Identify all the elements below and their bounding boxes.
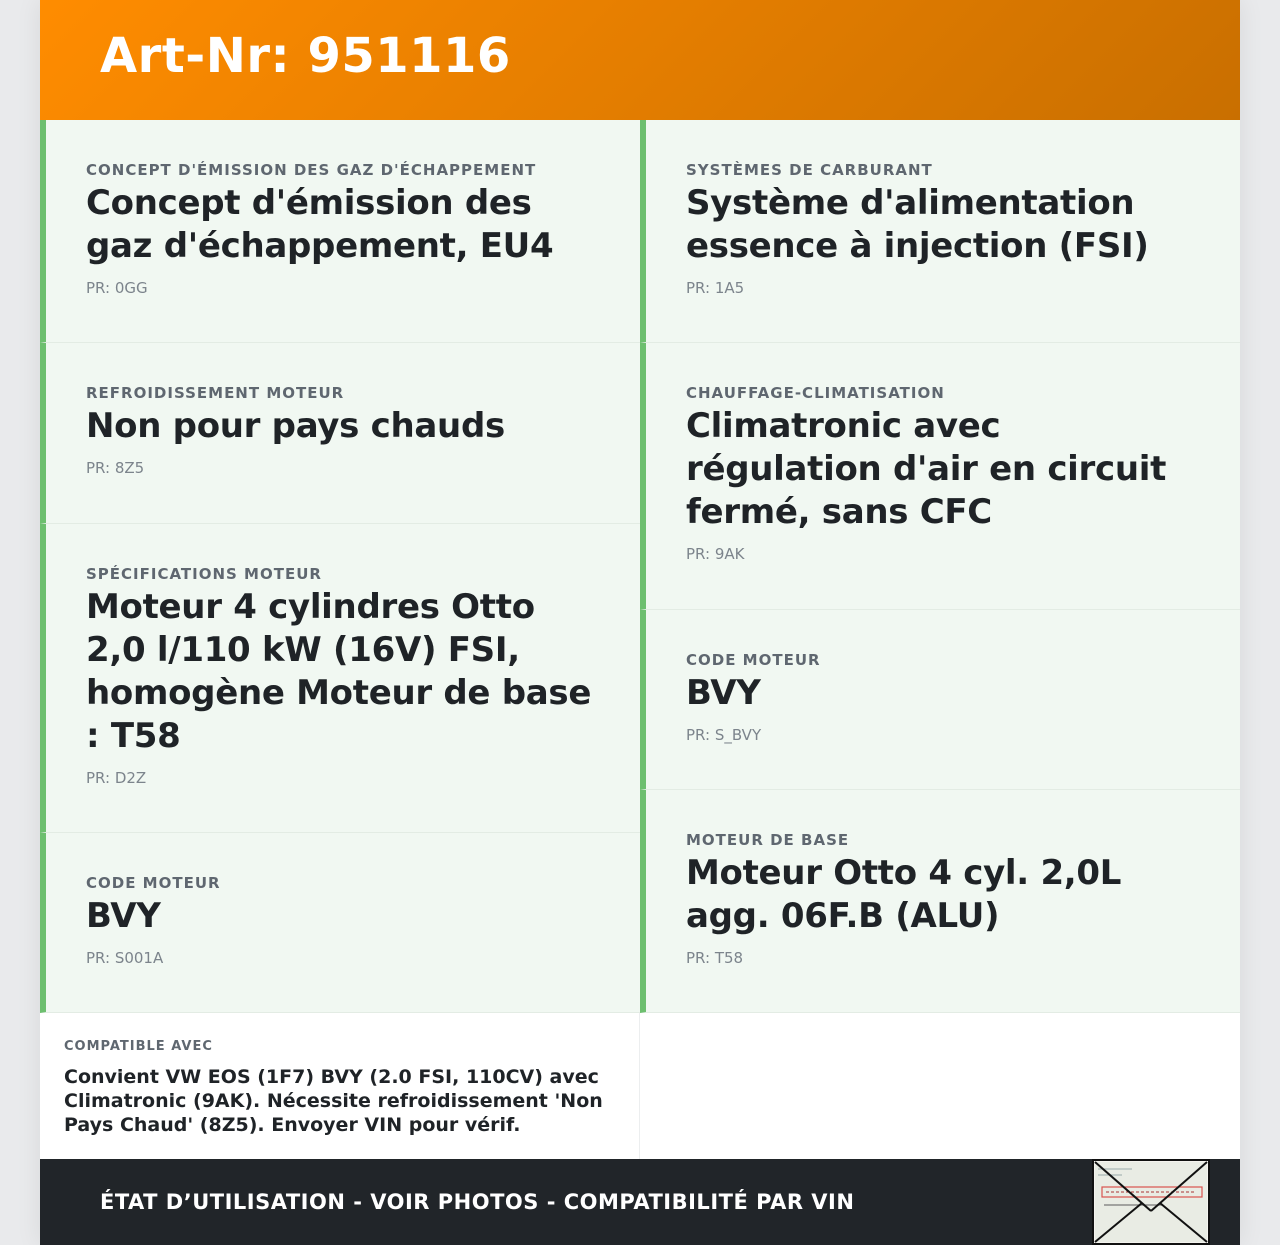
spec-card xyxy=(40,343,640,524)
article-number-title: Art-Nr: 951116 xyxy=(100,28,511,84)
spec-value: Non pour pays chauds xyxy=(86,406,505,446)
spec-value: Climatronic avec régulation d'air en circuit fermé, sans CFC xyxy=(686,406,1167,532)
pr-code: PR: T58 xyxy=(686,949,744,967)
spec-value: Moteur 4 cylindres Otto 2,0 l/110 kW (16V) FSI, homogène Moteur de base : T58 xyxy=(86,587,592,756)
spec-label: REFROIDISSEMENT MOTEUR xyxy=(86,384,345,402)
spec-label: SYSTÈMES DE CARBURANT xyxy=(686,161,933,179)
pr-code: PR: S001A xyxy=(86,949,164,967)
spec-label: CODE MOTEUR xyxy=(686,651,821,669)
spec-label: CHAUFFAGE-CLIMATISATION xyxy=(686,384,945,402)
spec-card xyxy=(640,790,1240,1013)
pr-code: PR: S_BVY xyxy=(686,726,762,744)
pr-code: PR: D2Z xyxy=(86,769,147,787)
spec-label: SPÉCIFICATIONS MOTEUR xyxy=(86,565,322,583)
spec-value: Concept d'émission des gaz d'échappement, EU4 xyxy=(86,183,554,266)
spec-card xyxy=(40,833,640,1013)
spec-card xyxy=(640,343,1240,610)
spec-card xyxy=(40,524,640,833)
spec-value: BVY xyxy=(686,673,761,713)
compatibility-note xyxy=(40,1013,640,1159)
envelope-label-thumbnail-icon[interactable] xyxy=(1092,1159,1210,1245)
footer-text: ÉTAT D’UTILISATION - VOIR PHOTOS - COMPATIBILITÉ PAR VIN xyxy=(100,1190,855,1214)
footer-bar xyxy=(40,1159,1240,1245)
compatibility-label: COMPATIBLE AVEC xyxy=(64,1039,213,1054)
spec-card xyxy=(640,120,1240,343)
spec-card xyxy=(40,120,640,343)
pr-code: PR: 8Z5 xyxy=(86,459,145,477)
spec-value: Moteur Otto 4 cyl. 2,0L agg. 06F.B (ALU) xyxy=(686,853,1122,936)
spec-card xyxy=(640,610,1240,790)
pr-code: PR: 9AK xyxy=(686,545,745,563)
spec-label: CONCEPT D'ÉMISSION DES GAZ D'ÉCHAPPEMENT xyxy=(86,161,537,179)
spec-label: CODE MOTEUR xyxy=(86,874,221,892)
parts-sheet xyxy=(40,0,1240,1245)
spec-value: Système d'alimentation essence à injection (FSI) xyxy=(686,183,1149,266)
pr-code: PR: 0GG xyxy=(86,279,148,297)
header-banner xyxy=(40,0,1240,120)
spec-value: BVY xyxy=(86,896,161,936)
spec-label: MOTEUR DE BASE xyxy=(686,831,850,849)
pr-code: PR: 1A5 xyxy=(686,279,745,297)
compatibility-text: Convient VW EOS (1F7) BVY (2.0 FSI, 110CV) avec Climatronic (9AK). Nécessite refroidissement 'Non Pays Chaud' (8Z5). Envoyer VIN pour vérif. xyxy=(64,1066,603,1136)
